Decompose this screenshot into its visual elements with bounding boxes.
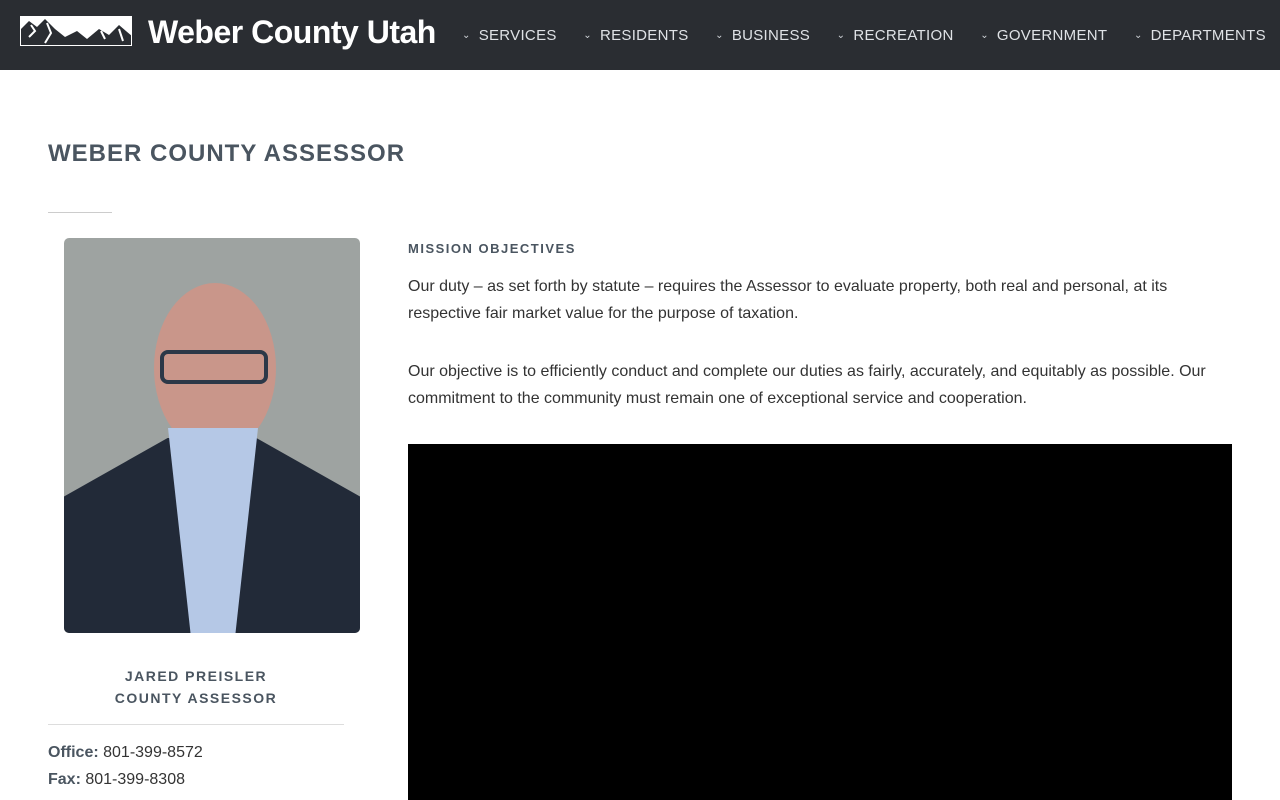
mission-paragraph-2: Our objective is to efficiently conduct and complete our duties as fairly, accurately, and equitably as possible. Our commitment to the community must remain one of exceptional service and cooperation. [408, 363, 1206, 407]
mountain-logo[interactable] [20, 16, 132, 46]
fax-value: 801-399-8308 [85, 771, 185, 788]
divider [48, 724, 344, 725]
chevron-down-icon: ⌄ [1133, 30, 1143, 41]
page-title: WEBER COUNTY ASSESSOR [48, 140, 406, 167]
nav-services[interactable] [462, 27, 557, 44]
nav-label: RESIDENTS [599, 27, 689, 44]
assessor-role: COUNTY ASSESSOR [114, 690, 278, 706]
office-phone [48, 744, 203, 762]
assessor-name: JARED PREISLER [124, 668, 268, 684]
video-player[interactable] [408, 444, 1232, 800]
chevron-down-icon: ⌄ [836, 30, 846, 41]
nav-government[interactable] [980, 27, 1107, 44]
divider [48, 212, 112, 213]
office-number[interactable]: 801-399-8572 [103, 744, 203, 761]
nav-label: BUSINESS [731, 27, 811, 44]
nav-label: DEPARTMENTS [1150, 27, 1266, 44]
mission-paragraph-1: Our duty – as set forth by statute – requires the Assessor to evaluate property, both real and personal, at its respective fair market value for the purpose of taxation. [408, 278, 1168, 322]
nav-label: RECREATION [853, 27, 954, 44]
main-nav [462, 27, 1266, 44]
site-title-link[interactable]: Weber County Utah [148, 14, 436, 50]
fax-number [48, 771, 185, 789]
chevron-down-icon: ⌄ [715, 30, 724, 41]
mission-heading: MISSION OBJECTIVES [408, 241, 576, 256]
chevron-down-icon: ⌄ [462, 30, 471, 41]
nav-label: GOVERNMENT [996, 27, 1108, 44]
nav-departments[interactable] [1134, 27, 1266, 44]
office-label: Office: [48, 744, 99, 761]
site-header [0, 0, 1280, 70]
nav-label: SERVICES [478, 27, 557, 44]
nav-recreation[interactable] [837, 27, 954, 44]
nav-residents[interactable] [583, 27, 688, 44]
assessor-portrait [64, 238, 360, 633]
chevron-down-icon: ⌄ [980, 30, 989, 41]
fax-label: Fax: [48, 771, 81, 788]
chevron-down-icon: ⌄ [583, 30, 592, 41]
nav-business[interactable] [715, 27, 810, 44]
